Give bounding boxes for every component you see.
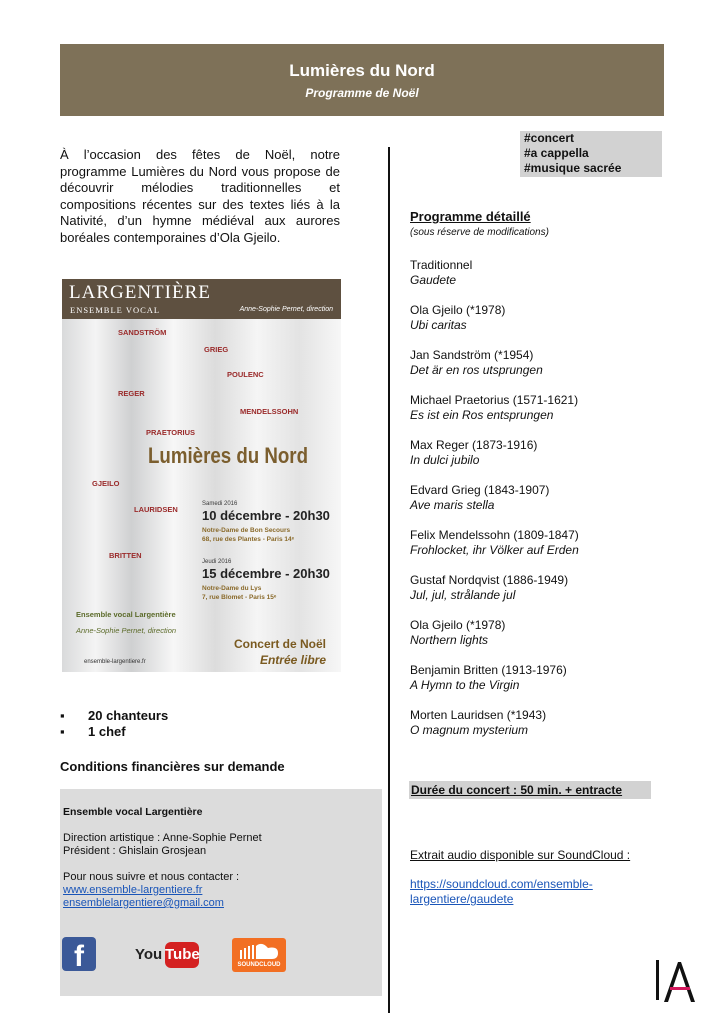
poster-venue1-name: Notre-Dame de Bon Secours <box>202 527 291 534</box>
poster-title: LARGENTIÈRE <box>69 282 211 303</box>
soundcloud-cloud-icon <box>238 943 280 959</box>
work-title: Es ist ein Ros entsprungen <box>410 408 554 422</box>
program-title: Programme détaillé <box>410 209 531 224</box>
poster-venue1-address: 68, rue des Plantes - Paris 14ᵉ <box>202 536 295 543</box>
poster-composer: LAURIDSEN <box>134 505 178 514</box>
program-item <box>410 483 670 513</box>
work-title: Gaudete <box>410 273 457 287</box>
poster-direction: Anne-Sophie Pernet, direction <box>239 306 333 313</box>
poster-entry: Entrée libre <box>259 653 326 667</box>
tags-box <box>520 131 662 177</box>
poster-concert-name: Lumières du Nord <box>148 443 309 468</box>
facebook-icon[interactable]: f <box>62 937 96 971</box>
ensemble-bullets <box>60 708 168 740</box>
poster-venue1 <box>202 526 294 544</box>
logo-mark-icon <box>650 958 700 1008</box>
work-title: O magnum mysterium <box>410 723 529 737</box>
ensemble-logo <box>650 958 700 1008</box>
program-item <box>410 303 670 333</box>
bullet-text: 1 chef <box>88 724 126 739</box>
program-section <box>410 209 670 738</box>
youtube-tube: Tube <box>165 942 199 968</box>
poster-date1: 10 décembre - 20h30 <box>202 508 330 523</box>
poster-composer: REGER <box>118 389 145 398</box>
poster-composer: PRAETORIUS <box>146 428 196 437</box>
poster-date2-day: Jeudi 2016 <box>202 559 232 565</box>
composer: Ola Gjeilo (*1978) <box>410 618 506 632</box>
program-item <box>410 438 670 468</box>
list-item <box>60 724 168 740</box>
youtube-you: You <box>135 946 163 963</box>
financial-conditions: Conditions financières sur demande <box>60 759 285 774</box>
composer: Benjamin Britten (1913-1976) <box>410 663 567 677</box>
page-subtitle: Programme de Noël <box>305 86 419 100</box>
website-link[interactable]: www.ensemble-largentiere.fr <box>63 884 203 896</box>
composer: Gustaf Nordqvist (1886-1949) <box>410 573 569 587</box>
poster-director: Anne-Sophie Pernet, direction <box>76 626 177 635</box>
poster-subtitle: ENSEMBLE VOCAL <box>70 305 161 315</box>
poster-date2: 15 décembre - 20h30 <box>202 566 330 581</box>
program-item <box>410 708 670 738</box>
composer: Traditionnel <box>410 258 473 272</box>
poster-composer: GRIEG <box>204 345 229 354</box>
tag: #concert <box>524 131 575 145</box>
poster-venue2-name: Notre-Dame du Lys <box>202 585 262 592</box>
poster-venue2-address: 7, rue Blomet - Paris 15ᵉ <box>202 594 277 601</box>
soundcloud-label: SOUNDCLOUD <box>237 962 281 968</box>
page-title: Lumières du Nord <box>289 61 435 80</box>
poster-composer: MENDELSSOHN <box>240 407 299 416</box>
poster-venue2 <box>202 584 276 602</box>
work-title: Ubi caritas <box>410 318 467 332</box>
work-title: Jul, jul, strålande jul <box>410 588 516 602</box>
duration-text: Durée du concert : 50 min. + entracte <box>411 783 623 797</box>
program-item <box>410 528 670 558</box>
title-banner <box>60 44 664 116</box>
duration-box <box>409 781 651 799</box>
column-divider <box>388 147 390 1013</box>
composer: Michael Praetorius (1571-1621) <box>410 393 579 407</box>
program-item <box>410 618 670 648</box>
program-item <box>410 393 670 423</box>
tag: #a cappella <box>524 146 589 160</box>
work-title: In dulci jubilo <box>410 453 480 467</box>
program-item <box>410 348 670 378</box>
poster-header <box>62 279 341 319</box>
composer: Jan Sandström (*1954) <box>410 348 534 362</box>
contact-follow: Pour nous suivre et nous contacter : <box>63 871 240 883</box>
composer: Ola Gjeilo (*1978) <box>410 303 506 317</box>
soundcloud-link[interactable]: https://soundcloud.com/ensemble-largentiere/gaudete <box>410 877 593 906</box>
program-item <box>410 258 670 288</box>
bullet-icon: ▪ <box>60 708 65 723</box>
poster-composer: BRITTEN <box>109 551 142 560</box>
program-item <box>410 663 670 693</box>
work-title: A Hymn to the Virgin <box>410 678 520 692</box>
soundcloud-icon[interactable] <box>232 938 286 972</box>
poster-composer: GJEILO <box>92 479 120 488</box>
contact-text <box>63 806 262 910</box>
contact-box <box>60 789 382 996</box>
poster-composer: SANDSTRÖM <box>118 328 167 337</box>
work-title: Ave maris stella <box>410 498 495 512</box>
tag: #musique sacrée <box>524 161 622 175</box>
contact-name: Ensemble vocal Largentière <box>63 806 203 818</box>
composer: Edvard Grieg (1843-1907) <box>410 483 550 497</box>
contact-direction: Direction artistique : Anne-Sophie Pernet <box>63 832 262 844</box>
concert-poster <box>62 279 341 672</box>
email-link[interactable]: ensemblelargentiere@gmail.com <box>63 897 224 909</box>
poster-ensemble: Ensemble vocal Largentière <box>76 610 176 619</box>
work-title: Det är en ros utsprungen <box>410 363 543 377</box>
audio-label: Extrait audio disponible sur SoundCloud : <box>410 848 631 862</box>
poster-concert-label: Concert de Noël <box>233 637 326 651</box>
program-item <box>410 573 670 603</box>
contact-president: Président : Ghislain Grosjean <box>63 845 207 857</box>
bullet-icon: ▪ <box>60 724 65 739</box>
work-title: Northern lights <box>410 633 489 647</box>
composer: Morten Lauridsen (*1943) <box>410 708 547 722</box>
bullet-text: 20 chanteurs <box>88 708 169 723</box>
program-note: (sous réserve de modifications) <box>410 227 549 238</box>
work-title: Frohlocket, ihr Völker auf Erden <box>410 543 579 557</box>
composer: Felix Mendelssohn (1809-1847) <box>410 528 579 542</box>
composer: Max Reger (1873-1916) <box>410 438 538 452</box>
poster-composer: POULENC <box>227 370 264 379</box>
list-item <box>60 708 168 724</box>
youtube-icon[interactable] <box>135 939 199 971</box>
poster-date1-day: Samedi 2016 <box>202 501 238 507</box>
intro-paragraph: À l’occasion des fêtes de Noël, notre programme Lumières du Nord vous propose de découvrir mélodies traditionnelles et compositions récentes sur des textes liés à la Nativité, d’un hymne médiéval aux aurores boréales contemporaines d’Ola Gjeilo. <box>60 147 340 245</box>
poster-website: ensemble-largentiere.fr <box>84 659 146 665</box>
